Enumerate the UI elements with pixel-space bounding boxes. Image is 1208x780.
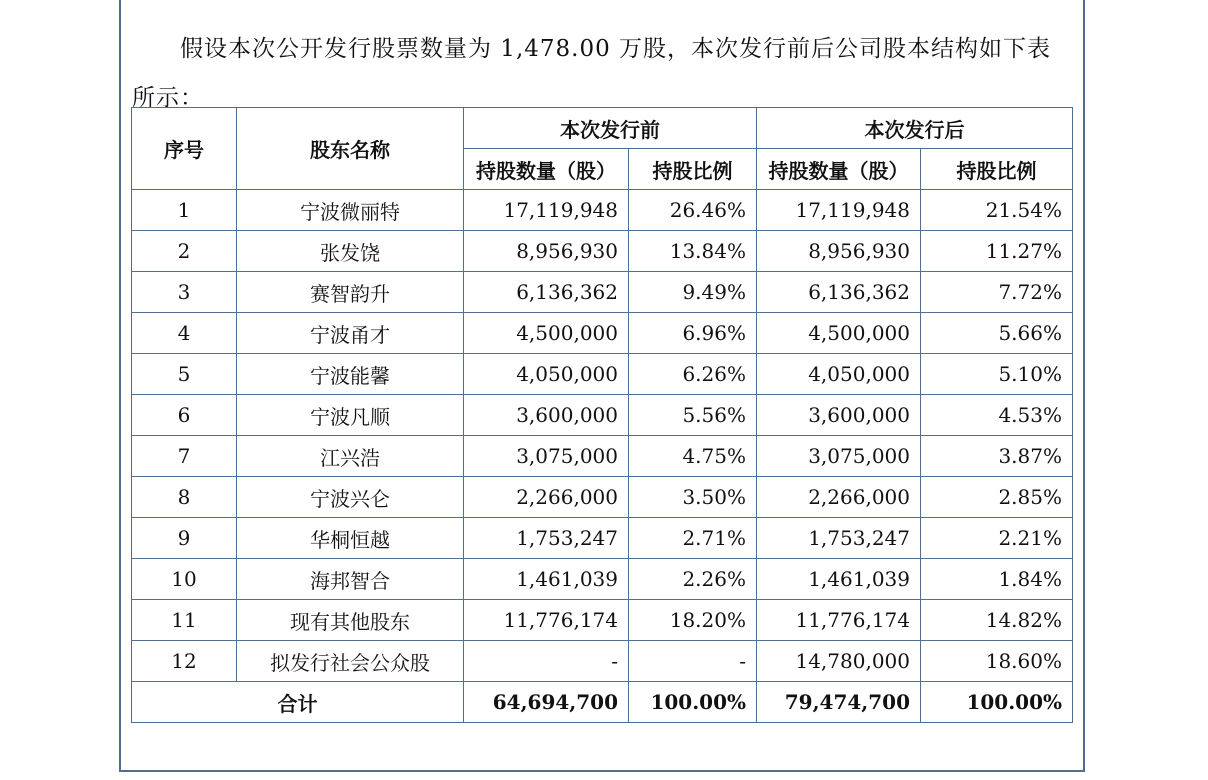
cell-shares-after: 3,600,000	[757, 395, 921, 436]
cell-ratio-after: 11.27%	[921, 231, 1073, 272]
header-shares-before: 持股数量（股）	[464, 149, 629, 190]
cell-shares-after: 17,119,948	[757, 190, 921, 231]
cell-ratio-after: 5.66%	[921, 313, 1073, 354]
cell-shares-after: 4,050,000	[757, 354, 921, 395]
cell-ratio-after: 18.60%	[921, 641, 1073, 682]
table-row	[132, 436, 1073, 477]
header-before-group: 本次发行前	[464, 108, 757, 149]
total-label: 合计	[132, 682, 464, 723]
cell-shares-before: 1,461,039	[464, 559, 629, 600]
cell-shares-before: 11,776,174	[464, 600, 629, 641]
cell-shares-after: 6,136,362	[757, 272, 921, 313]
cell-shareholder-name: 宁波凡顺	[237, 395, 464, 436]
total-shares-after: 79,474,700	[757, 682, 921, 723]
total-row	[132, 682, 1073, 723]
cell-seq: 4	[132, 313, 237, 354]
cell-ratio-before: 6.96%	[629, 313, 757, 354]
cell-ratio-before: 5.56%	[629, 395, 757, 436]
table-row	[132, 190, 1073, 231]
cell-ratio-before: 13.84%	[629, 231, 757, 272]
cell-seq: 3	[132, 272, 237, 313]
cell-shareholder-name: 赛智韵升	[237, 272, 464, 313]
cell-ratio-before: -	[629, 641, 757, 682]
table-row	[132, 395, 1073, 436]
header-ratio-before: 持股比例	[629, 149, 757, 190]
cell-ratio-before: 18.20%	[629, 600, 757, 641]
cell-seq: 11	[132, 600, 237, 641]
cell-shares-before: 2,266,000	[464, 477, 629, 518]
cell-seq: 1	[132, 190, 237, 231]
cell-ratio-before: 4.75%	[629, 436, 757, 477]
cell-shareholder-name: 华桐恒越	[237, 518, 464, 559]
table-row	[132, 272, 1073, 313]
page-border-right	[1083, 0, 1085, 772]
cell-shares-after: 1,753,247	[757, 518, 921, 559]
header-after-group: 本次发行后	[757, 108, 1073, 149]
table-row	[132, 354, 1073, 395]
cell-shares-after: 3,075,000	[757, 436, 921, 477]
cell-shareholder-name: 现有其他股东	[237, 600, 464, 641]
cell-shares-before: -	[464, 641, 629, 682]
page-border-left	[119, 0, 121, 772]
cell-shares-after: 8,956,930	[757, 231, 921, 272]
cell-shares-before: 3,075,000	[464, 436, 629, 477]
cell-ratio-after: 21.54%	[921, 190, 1073, 231]
cell-ratio-after: 5.10%	[921, 354, 1073, 395]
cell-ratio-after: 14.82%	[921, 600, 1073, 641]
header-shares-after: 持股数量（股）	[757, 149, 921, 190]
cell-ratio-before: 6.26%	[629, 354, 757, 395]
cell-shares-before: 8,956,930	[464, 231, 629, 272]
cell-shareholder-name: 宁波微丽特	[237, 190, 464, 231]
cell-shareholder-name: 宁波甬才	[237, 313, 464, 354]
cell-ratio-before: 9.49%	[629, 272, 757, 313]
cell-shares-before: 6,136,362	[464, 272, 629, 313]
table-row	[132, 600, 1073, 641]
cell-shareholder-name: 拟发行社会公众股	[237, 641, 464, 682]
cell-seq: 7	[132, 436, 237, 477]
total-shares-before: 64,694,700	[464, 682, 629, 723]
table-row	[132, 477, 1073, 518]
cell-ratio-after: 2.21%	[921, 518, 1073, 559]
cell-shares-after: 4,500,000	[757, 313, 921, 354]
cell-shares-before: 1,753,247	[464, 518, 629, 559]
header-seq: 序号	[132, 108, 237, 190]
cell-ratio-before: 26.46%	[629, 190, 757, 231]
cell-shareholder-name: 张发饶	[237, 231, 464, 272]
total-ratio-before: 100.00%	[629, 682, 757, 723]
table-row	[132, 641, 1073, 682]
cell-shares-after: 11,776,174	[757, 600, 921, 641]
cell-ratio-after: 3.87%	[921, 436, 1073, 477]
header-row-1	[132, 108, 1073, 149]
cell-seq: 12	[132, 641, 237, 682]
cell-shares-after: 2,266,000	[757, 477, 921, 518]
table-row	[132, 313, 1073, 354]
cell-ratio-after: 7.72%	[921, 272, 1073, 313]
header-ratio-after: 持股比例	[921, 149, 1073, 190]
cell-seq: 5	[132, 354, 237, 395]
total-ratio-after: 100.00%	[921, 682, 1073, 723]
table-row	[132, 518, 1073, 559]
share-structure-table	[131, 107, 1073, 723]
page-border-bottom	[119, 770, 1085, 772]
cell-shares-before: 17,119,948	[464, 190, 629, 231]
cell-seq: 2	[132, 231, 237, 272]
cell-shareholder-name: 宁波兴仑	[237, 477, 464, 518]
cell-shares-before: 3,600,000	[464, 395, 629, 436]
cell-seq: 9	[132, 518, 237, 559]
table-row	[132, 231, 1073, 272]
cell-ratio-before: 3.50%	[629, 477, 757, 518]
cell-seq: 6	[132, 395, 237, 436]
table-row	[132, 559, 1073, 600]
cell-shares-after: 14,780,000	[757, 641, 921, 682]
cell-shares-after: 1,461,039	[757, 559, 921, 600]
cell-seq: 8	[132, 477, 237, 518]
cell-shares-before: 4,500,000	[464, 313, 629, 354]
cell-shares-before: 4,050,000	[464, 354, 629, 395]
cell-shareholder-name: 海邦智合	[237, 559, 464, 600]
header-name: 股东名称	[237, 108, 464, 190]
cell-seq: 10	[132, 559, 237, 600]
cell-shareholder-name: 江兴浩	[237, 436, 464, 477]
cell-ratio-after: 4.53%	[921, 395, 1073, 436]
cell-ratio-before: 2.71%	[629, 518, 757, 559]
cell-ratio-after: 1.84%	[921, 559, 1073, 600]
intro-paragraph: 假设本次公开发行股票数量为 1,478.00 万股，本次发行前后公司股本结构如下表所示：	[132, 36, 1052, 111]
cell-ratio-after: 2.85%	[921, 477, 1073, 518]
cell-shareholder-name: 宁波能馨	[237, 354, 464, 395]
cell-ratio-before: 2.26%	[629, 559, 757, 600]
